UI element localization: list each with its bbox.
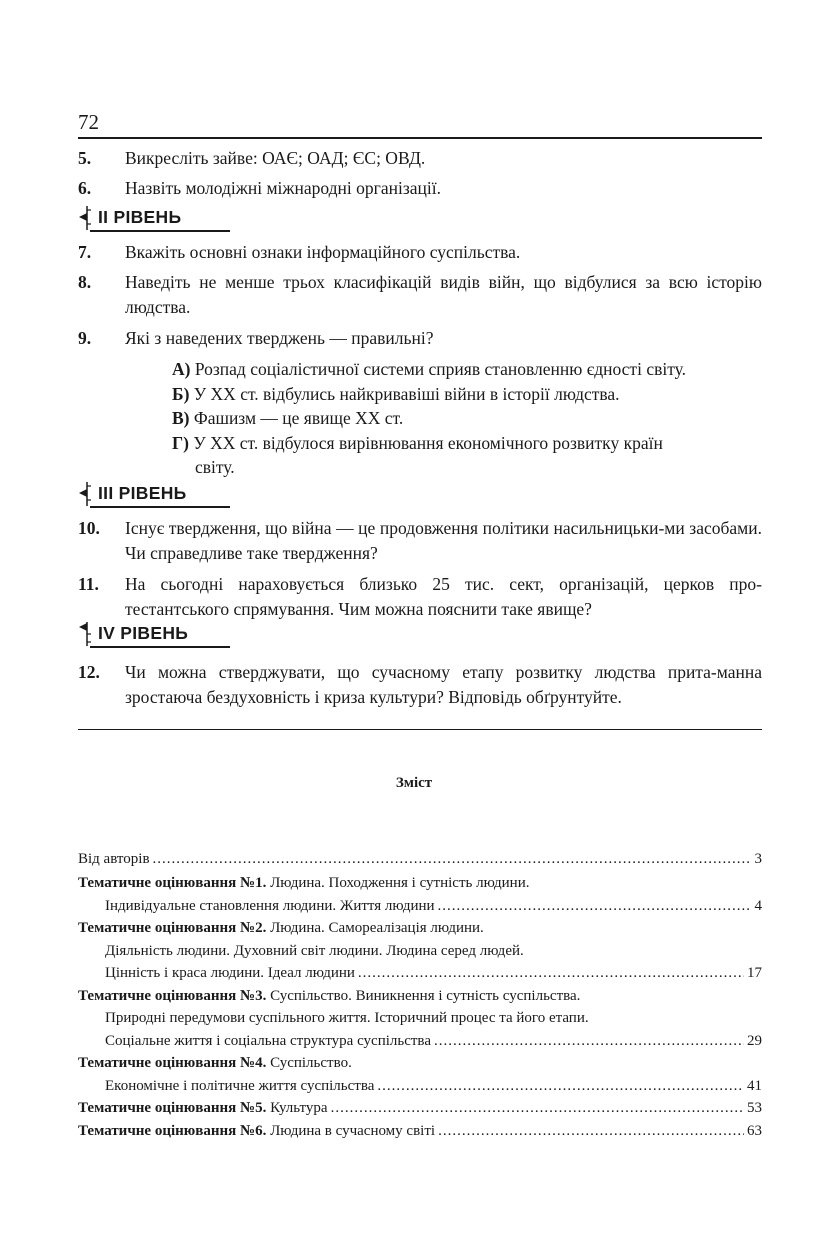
question-text: Чи можна стверджувати, що сучасному етапу розвитку людства прита-манна зростаюча бездуховність і криза культури? Відповідь обґрунтуйте. xyxy=(125,662,762,707)
level-underline xyxy=(90,230,230,232)
question-11 xyxy=(78,572,762,622)
question-text: Які з наведених тверджень — правильні? xyxy=(125,328,434,348)
question-text: Назвіть молодіжні міжнародні організації. xyxy=(125,178,441,198)
toc-leader-dots xyxy=(358,962,744,984)
level-underline xyxy=(90,646,230,648)
question-9 xyxy=(78,326,762,351)
toc-entry-heading: Тематичне оцінювання №1. xyxy=(78,875,267,891)
level-label: IV РІВЕНЬ xyxy=(98,623,189,643)
toc-entry-text: Культура xyxy=(266,1100,328,1116)
question-number: 7. xyxy=(78,242,92,262)
toc-entry[interactable] xyxy=(105,1030,762,1052)
toc-entry-heading: Тематичне оцінювання №2. xyxy=(78,920,267,936)
toc-entry[interactable] xyxy=(105,962,762,984)
question-number: 10. xyxy=(78,518,100,538)
toc-entry-text: Діяльність людини. Духовний світ людини. Людина серед людей. xyxy=(105,943,524,959)
toc-leader-dots xyxy=(331,1097,744,1119)
level-underline xyxy=(90,506,230,508)
toc-page-number: 53 xyxy=(747,1100,762,1116)
toc-entry[interactable] xyxy=(78,872,762,894)
toc-entry-text: Суспільство. Виникнення і сутність суспільства. xyxy=(266,988,581,1004)
option-text-continued: світу. xyxy=(195,457,235,477)
toc-page-number: 29 xyxy=(747,1033,762,1049)
section-divider xyxy=(78,729,762,730)
toc-leader-dots xyxy=(153,848,752,870)
question-8 xyxy=(78,270,762,320)
answer-option-a xyxy=(172,357,762,381)
toc-entry[interactable] xyxy=(78,848,762,870)
toc-entry-text: Від авторів xyxy=(78,851,150,867)
question-text: Вкажіть основні ознаки інформаційного суспільства. xyxy=(125,242,521,262)
level-label: III РІВЕНЬ xyxy=(98,483,187,503)
toc-entry-text: Природні передумови суспільного життя. Історичний процес та його етапи. xyxy=(105,1010,589,1026)
toc-entry[interactable] xyxy=(78,1120,762,1142)
option-letter: В) xyxy=(172,408,190,428)
question-number: 6. xyxy=(78,178,92,198)
toc-leader-dots xyxy=(438,895,752,917)
option-text: У ХХ ст. відбулося вирівнювання економічного розвитку країн xyxy=(193,433,663,453)
question-number: 5. xyxy=(78,148,92,168)
option-letter: Б) xyxy=(172,384,190,404)
answer-option-b xyxy=(172,382,762,406)
level-label: II РІВЕНЬ xyxy=(98,207,182,227)
toc-entry-text: Людина. Самореалізація людини. xyxy=(266,920,484,936)
question-text: Викресліть зайве: ОАЄ; ОАД; ЄС; ОВД. xyxy=(125,148,426,168)
question-10 xyxy=(78,516,762,566)
question-12 xyxy=(78,660,762,710)
toc-entry[interactable] xyxy=(78,1097,762,1119)
toc-entry-heading: Тематичне оцінювання №4. xyxy=(78,1055,267,1071)
option-letter: А) xyxy=(172,359,191,379)
question-number: 11. xyxy=(78,574,99,594)
level-3-heading xyxy=(78,480,238,510)
option-letter: Г) xyxy=(172,433,189,453)
level-2-heading xyxy=(78,204,238,234)
toc-entry-text: Цінність і краса людини. Ідеал людини xyxy=(105,965,355,981)
toc-entry-text: Людина. Походження і сутність людини. xyxy=(266,875,530,891)
toc-page-number: 63 xyxy=(747,1123,762,1139)
toc-leader-dots xyxy=(434,1030,744,1052)
toc-entry[interactable] xyxy=(105,1075,762,1097)
toc-page-number: 17 xyxy=(747,965,762,981)
question-5 xyxy=(78,146,762,171)
toc-entry-text: Соціальне життя і соціальна структура суспільства xyxy=(105,1033,431,1049)
toc-entry[interactable] xyxy=(105,895,762,917)
question-number: 9. xyxy=(78,328,92,348)
question-number: 12. xyxy=(78,662,100,682)
toc-entry-text: Економічне і політичне життя суспільства xyxy=(105,1078,375,1094)
toc-page-number: 41 xyxy=(747,1078,762,1094)
toc-entry[interactable] xyxy=(78,985,762,1007)
toc-entry-heading: Тематичне оцінювання №3. xyxy=(78,988,267,1004)
toc-entry-heading: Тематичне оцінювання №6. xyxy=(78,1123,267,1139)
toc-entry-text: Людина в сучасному світі xyxy=(266,1123,436,1139)
toc-entry-text: Індивідуальне становлення людини. Життя людини xyxy=(105,898,435,914)
toc-entry[interactable] xyxy=(78,1052,762,1074)
level-marker-icon xyxy=(78,204,92,232)
toc-title: Зміст xyxy=(395,775,433,791)
question-text: На сьогодні нараховується близько 25 тис. сект, організацій, церков про-тестантського спрямування. Чим можна пояснити таке явище? xyxy=(125,574,762,619)
level-marker-icon xyxy=(78,480,92,508)
toc-page-number: 3 xyxy=(754,851,762,867)
toc-leader-dots xyxy=(438,1120,744,1142)
toc-leader-dots xyxy=(377,1075,744,1097)
toc-entry[interactable] xyxy=(105,940,762,962)
header-rule xyxy=(78,137,762,139)
toc-entry[interactable] xyxy=(105,1007,762,1029)
toc-page-number: 4 xyxy=(754,898,762,914)
answer-option-c xyxy=(172,406,762,430)
question-6 xyxy=(78,176,762,201)
level-marker-icon xyxy=(78,620,92,648)
question-text: Існує твердження, що війна — це продовження політики насильницьки-ми засобами. Чи справедливе таке твердження? xyxy=(125,518,762,563)
toc-entry[interactable] xyxy=(78,917,762,939)
option-text: У ХХ ст. відбулись найкривавіші війни в історії людства. xyxy=(193,384,620,404)
question-number: 8. xyxy=(78,272,92,292)
option-text: Розпад соціалістичної системи сприяв становленню єдності світу. xyxy=(194,359,686,379)
toc-entry-heading: Тематичне оцінювання №5. xyxy=(78,1100,267,1116)
option-text: Фашизм — це явище ХХ ст. xyxy=(193,408,404,428)
question-7 xyxy=(78,240,762,265)
page-number: 72 xyxy=(78,110,99,134)
level-4-heading xyxy=(78,620,238,650)
question-text: Наведіть не менше трьох класифікацій видів війн, що відбулися за всю історію людства. xyxy=(125,272,762,317)
answer-option-d xyxy=(172,431,762,479)
toc-entry-text: Суспільство. xyxy=(266,1055,352,1071)
